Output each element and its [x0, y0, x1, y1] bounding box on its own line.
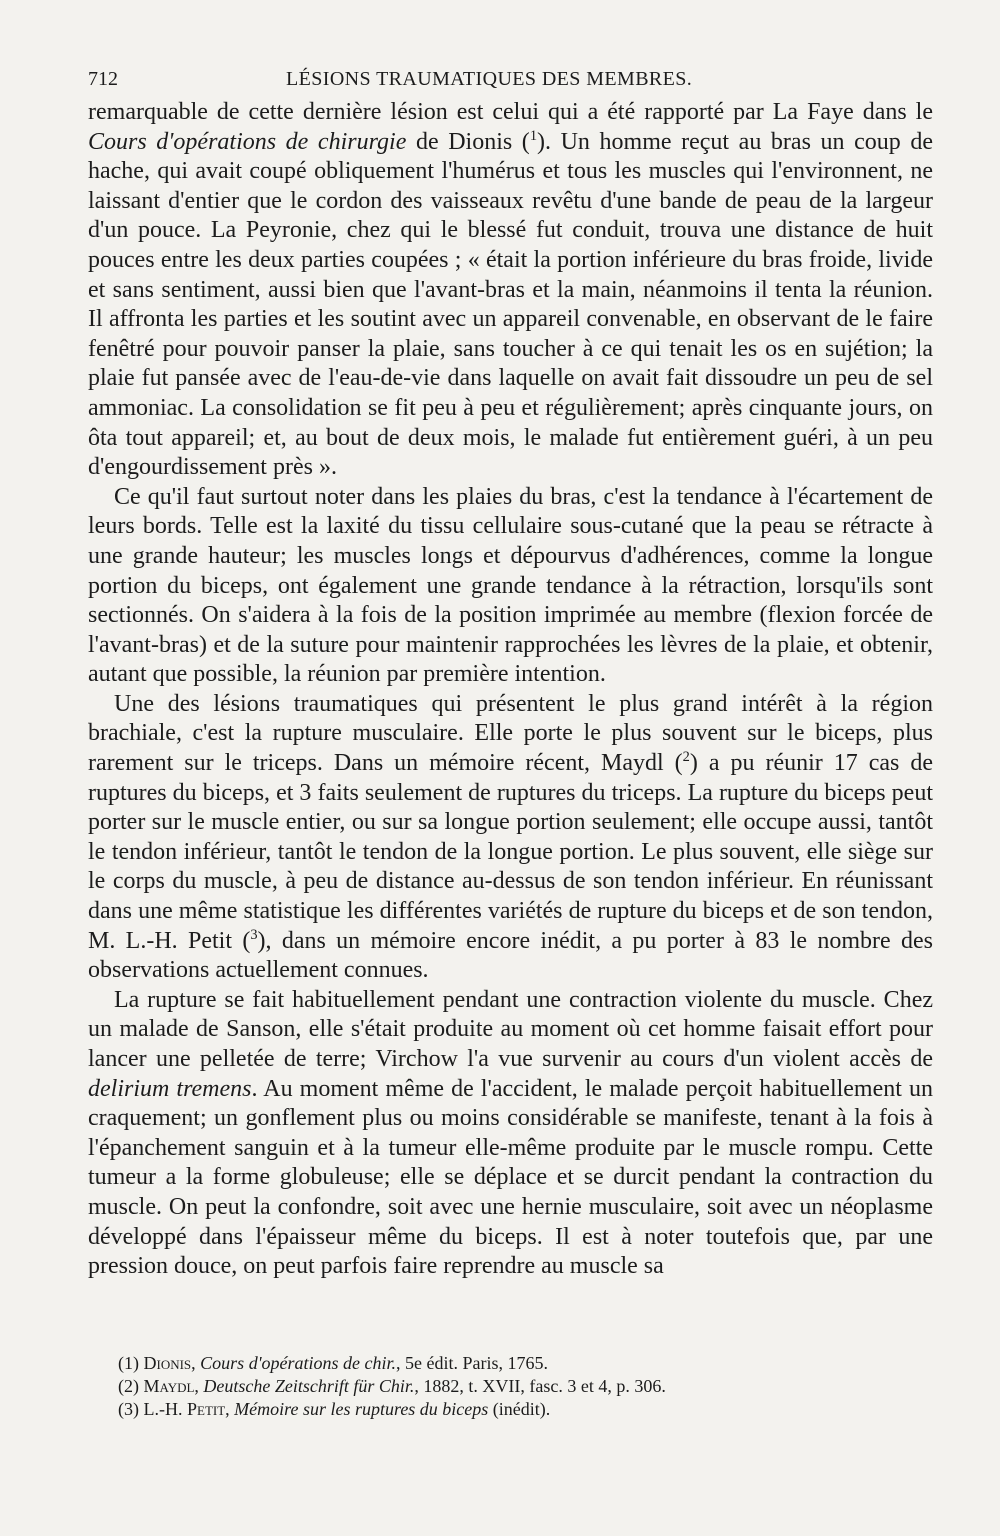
footnote-2: (2) Maydl, Deutsche Zeitschrift für Chir., 1882, t. XVII, fasc. 3 et 4, p. 306.	[118, 1376, 666, 1396]
footnote-ref-3: 3	[250, 926, 258, 943]
footnote-author: Dionis	[143, 1353, 192, 1373]
footnote-3: (3) L.-H. Petit, Mémoire sur les ruptures du biceps (inédit).	[118, 1399, 551, 1419]
footnote-author: L.-H. Petit	[143, 1399, 226, 1419]
page-header	[88, 64, 932, 100]
footnote-ref-2: 2	[682, 749, 690, 766]
paragraph-2: Ce qu'il faut surtout noter dans les plaies du bras, c'est la tendance à l'écartement de leurs bords. Telle est la laxité du tissu cellulaire sous-cutané que la peau se rétracte à une grande hauteur; les muscles longs et dépourvus d'adhérences, comme la longue portion du biceps, ont également une grande tendance à la rétraction, lorsqu'ils sont sectionnés. On s'aidera à la fois de la position imprimée au membre (flexion forcée de l'avant-bras) et de la suture pour maintenir rapprochées les lèvres de la plaie, et obtenir, autant que possible, la réunion par première intention.	[88, 483, 933, 688]
footnote-1: (1) Dionis, Cours d'opérations de chir., 5e édit. Paris, 1765.	[118, 1353, 549, 1373]
paragraph-3: Une des lésions traumatiques qui présentent le plus grand intérêt à la région brachiale, c'est la rupture musculaire. Elle porte le plus souvent sur le biceps, plus rarement sur le triceps. Dans un mémoire récent, Maydl ($^2$) a pu réunir 17 cas de ruptures du biceps, et 3 faits seulement de ruptures du triceps. La rupture du biceps peut porter sur le muscle entier, ou sur sa longue portion seulement; elle occupe aussi, tantôt le tendon inférieur, tantôt le tendon de la longue portion. Le plus souvent, elle siège sur le corps du muscle, à peu de distance au-dessus de son tendon inférieur. En réunissant dans une même statistique les différentes variétés de rupture du biceps et de son tendon, M. L.-H. Petit ($^3$), dans un mémoire encore inédit, a pu porter à 83 le nombre des observations actuellement connues.	[88, 690, 934, 984]
paragraph-4: La rupture se fait habituellement pendant une contraction violente du muscle. Chez un malade de Sanson, elle s'était produite au moment où cet homme faisait effort pour lancer une pelletée de terre; Virchow l'a vue survenir au cours d'un violent accès de delirium tremens. Au moment même de l'accident, le malade perçoit habituellement un craquement; un gonflement plus ou moins considérable se manifeste, tenant à la fois à l'épanchement sanguin et à la tumeur elle-même produite par le muscle rompu. Cette tumeur a la forme globuleuse; elle se déplace et se durcit pendant la contraction du muscle. On peut la confondre, soit avec une hernie musculaire, soit avec un néoplasme développé dans l'épaisseur même du biceps. Il est à noter toutefois que, par une pression douce, on peut parfois faire reprendre au muscle sa	[88, 986, 933, 1280]
page-number: 712	[88, 68, 118, 90]
running-head: LÉSIONS TRAUMATIQUES DES MEMBRES.	[286, 68, 693, 90]
footnote-author: Maydl	[143, 1376, 195, 1396]
body-text	[88, 98, 933, 1282]
italic-title: Cours d'opérations de chirurgie	[88, 128, 407, 155]
footnotes	[118, 1352, 938, 1421]
footnote-ref-1: 1	[529, 127, 538, 144]
paragraph-1: remarquable de cette dernière lésion est celui qui a été rapporté par La Faye dans le Cours d'opérations de chirurgie de Dionis ($^1$). Un homme reçut au bras un coup de hache, qui avait coupé obliquement l'humérus et tous les muscles qui l'environnent, ne laissant d'entier que le cordon des vaisseaux revêtu d'une bande de peau de la largeur d'un pouce. La Peyronie, chez qui le blessé fut conduit, trouva une distance de huit pouces entre les deux parties coupées ; « était la portion inférieure du bras froide, livide et sans sentiment, aussi bien que l'avant-bras et la main, néanmoins il tenta la réunion. Il affronta les parties et les soutint avec un appareil convenable, en observant de le faire fenêtré pour pouvoir panser la plaie, sans toucher à ce qui tenait les os en sujétion; la plaie fut pansée avec de l'eau-de-vie dans laquelle on avait fait dissoudre un peu de sel ammoniac. La consolidation se fit peu à peu et régulièrement; après cinquante jours, on ôta tout appareil; et, au bout de deux mois, le malade fut entièrement guéri, à un peu d'engourdissement près ».	[88, 99, 934, 481]
italic-term: delirium tremens	[88, 1075, 252, 1102]
